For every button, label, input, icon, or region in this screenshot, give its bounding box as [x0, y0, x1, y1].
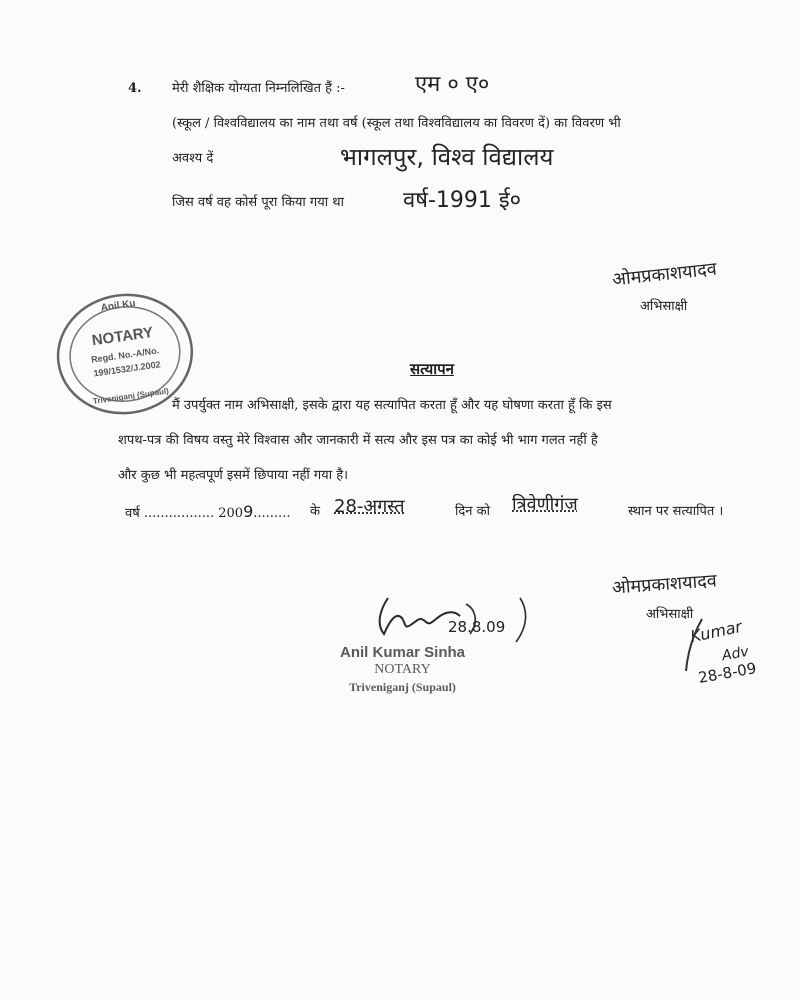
- instruction-line-2: अवश्य दें: [172, 151, 214, 166]
- deponent-signature-1: ओमप्रकाशयादव: [611, 258, 718, 291]
- handwritten-year-digit: 9: [243, 502, 254, 521]
- date-line-din-ko: दिन को: [455, 504, 490, 519]
- notary-signature-date: 28.8.09: [448, 618, 506, 636]
- handwritten-university: भागलपुर, विश्व विद्यालय: [340, 143, 554, 171]
- stamp-number: 199/1532/J.2002: [92, 359, 162, 379]
- deponent-signature-2: ओमप्रकाशयादव: [611, 570, 718, 599]
- date-line-tail: स्थान पर सत्यापित ।: [628, 504, 724, 519]
- verification-line-2: शपथ-पत्र की विषय वस्तु मेरे विश्वास और जानकारी में सत्य और इस पत्र का कोई भी भाग गलत नहीं है: [118, 433, 598, 448]
- handwritten-place: त्रिवेणीगंज: [512, 494, 578, 515]
- date-line-year: [125, 503, 290, 523]
- year-label: जिस वर्ष वह कोर्स पूरा किया गया था: [172, 195, 344, 210]
- advocate-title: Adv: [720, 643, 750, 665]
- advocate-signature: Kumar: [688, 616, 744, 647]
- handwritten-year: वर्ष-1991 ई०: [403, 188, 522, 213]
- deponent-label-2: अभिसाक्षी: [646, 607, 694, 622]
- notary-place: Triveniganj (Supaul): [349, 680, 456, 694]
- year-dots: .........: [253, 506, 291, 521]
- handwritten-qualification: एम ० ए०: [415, 72, 490, 97]
- stamp-top-text: Anil Ku: [100, 298, 137, 314]
- advocate-scribble-icon: [680, 615, 720, 675]
- stamp-regd: Regd. No.-A/No.: [90, 345, 160, 365]
- instruction-line-1: (स्कूल / विश्वविद्यालय का नाम तथा वर्ष (स्कूल तथा विश्वविद्यालय का विवरण दें) का विवरण भी: [172, 116, 621, 131]
- notary-name: Anil Kumar Sinha: [339, 644, 466, 661]
- stamp-bottom-text: Triveniganj (Supaul): [92, 386, 170, 406]
- notary-title: NOTARY: [374, 662, 431, 677]
- item-number: 4.: [128, 81, 142, 96]
- handwritten-date: 28-अगस्त: [334, 496, 405, 517]
- stamp-title: NOTARY: [90, 323, 155, 350]
- date-line-ke: के: [310, 504, 320, 519]
- verification-line-1: मैं उपर्युक्त नाम अभिसाक्षी, इसके द्वारा यह सत्यापित करता हूँ और यह घोषणा करता हूँ कि इस: [172, 398, 612, 413]
- advocate-date: 28-8-09: [696, 659, 758, 687]
- deponent-label-1: अभिसाक्षी: [640, 299, 688, 314]
- qualification-label: मेरी शैक्षिक योग्यता निम्नलिखित हैं :-: [172, 81, 345, 96]
- verification-heading: सत्यापन: [410, 360, 454, 378]
- year-label-text: वर्ष ................. 200: [125, 506, 244, 521]
- verification-line-3: और कुछ भी महत्वपूर्ण इसमें छिपाया नहीं गया है।: [118, 468, 349, 483]
